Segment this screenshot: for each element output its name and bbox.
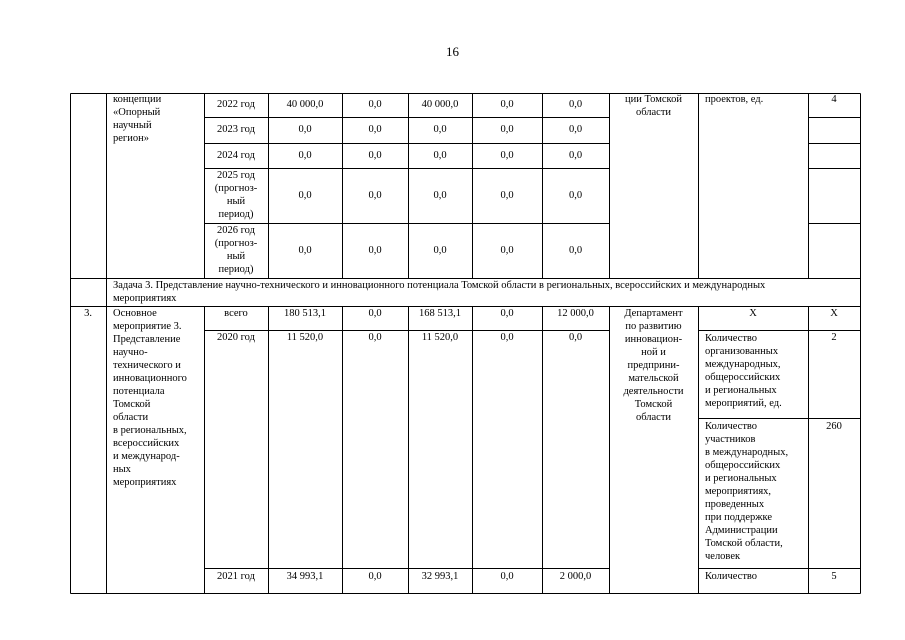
executor-line: по развитию [625, 321, 682, 332]
measure-name-line: и международ- [113, 451, 180, 462]
indicator-line: Количество [705, 333, 758, 344]
cell-extrabudget: 2 000,0 [559, 571, 592, 582]
cell-regional: 32 993,1 [421, 571, 459, 582]
cell-local: 0,0 [500, 99, 514, 110]
measure-name-line: всероссийских [113, 438, 180, 449]
measure-name-line: научно- [113, 347, 148, 358]
measure-name-line: потенциала [113, 386, 165, 397]
indicator-value: 5 [831, 571, 837, 582]
year-label: 2026 год [217, 225, 255, 236]
cell-federal: 0,0 [368, 571, 382, 582]
cell-regional: 0,0 [433, 245, 447, 256]
year-label: (прогноз- [214, 238, 258, 249]
executor-line: деятельности [623, 386, 684, 397]
cell-extrabudget: 0,0 [568, 332, 583, 343]
year-label: 2022 год [217, 99, 255, 110]
cell-extrabudget: 0,0 [568, 190, 583, 201]
indicator-value: Х [830, 308, 838, 319]
executor-line: ции Томской [625, 94, 682, 105]
year-label: 2023 год [217, 124, 255, 135]
measure-name-line: Томской [113, 399, 151, 410]
cell-total: 0,0 [298, 150, 312, 161]
indicator-line: общероссийских [705, 372, 781, 383]
measure-name-line: Представление [113, 334, 181, 345]
indicator-line: участников [705, 434, 756, 445]
year-label: период) [218, 264, 254, 275]
indicator-value: 4 [831, 94, 837, 105]
indicator-name: Количество [705, 571, 758, 582]
cell-local: 0,0 [500, 332, 514, 343]
cell-local: 0,0 [500, 571, 514, 582]
indicator-line: международных, [705, 359, 781, 370]
measure-name-line: мероприятие 3. [113, 321, 182, 332]
cell-total: 0,0 [298, 124, 312, 135]
measure-name-line: области [113, 412, 149, 423]
year-label: (прогноз- [214, 183, 258, 194]
indicator-line: Количество [705, 421, 758, 432]
cell-extrabudget: 0,0 [568, 150, 583, 161]
measure-name-line: мероприятиях [113, 477, 177, 488]
year-label: 2021 год [217, 571, 255, 582]
indicator-name: Х [749, 308, 757, 319]
cell-federal: 0,0 [368, 308, 382, 319]
measure-number: 3. [84, 308, 92, 319]
cell-federal: 0,0 [368, 150, 382, 161]
measure-name-line: инновационного [113, 373, 187, 384]
cell-extrabudget: 0,0 [568, 99, 583, 110]
measure-name-line: ных [113, 464, 131, 475]
year-label: ный [226, 251, 246, 262]
indicator-line: проведенных [705, 499, 765, 510]
executor-line: области [635, 412, 672, 423]
indicator-line: общероссийских [705, 460, 781, 471]
program-name-line: концепции [113, 94, 162, 105]
task-title-line: мероприятиях [113, 293, 177, 304]
indicator-value: 2 [831, 332, 837, 343]
cell-total: 0,0 [298, 190, 312, 201]
indicator-line: человек [705, 551, 741, 562]
indicator-name: проектов, ед. [705, 94, 764, 105]
measure-name-line: технического и [113, 360, 181, 371]
program-name-line: «Опорный [113, 107, 161, 118]
cell-federal: 0,0 [368, 245, 382, 256]
measure-name-line: Основное [113, 308, 157, 319]
cell-total: 34 993,1 [286, 571, 324, 582]
cell-total: 180 513,1 [284, 308, 326, 319]
cell-local: 0,0 [500, 150, 514, 161]
indicator-line: при поддержке [705, 512, 773, 523]
indicator-line: и региональных [705, 385, 777, 396]
indicator-line: Томской области, [705, 538, 783, 549]
executor-line: мательской [628, 373, 679, 384]
indicator-line: мероприятий, ед. [705, 398, 782, 409]
measure-name-line: в региональных, [113, 425, 187, 436]
cell-federal: 0,0 [368, 124, 382, 135]
year-label: 2024 год [217, 150, 255, 161]
program-name-line: регион» [113, 133, 149, 144]
page-number: 16 [446, 44, 459, 59]
program-name-line: научный [113, 120, 152, 131]
executor-line: Департамент [624, 308, 683, 319]
cell-regional: 0,0 [433, 150, 447, 161]
indicator-line: Администрации [705, 525, 778, 536]
executor-line: области [635, 107, 672, 118]
year-label: ный [226, 196, 246, 207]
cell-local: 0,0 [500, 245, 514, 256]
cell-extrabudget: 0,0 [568, 245, 583, 256]
cell-local: 0,0 [500, 124, 514, 135]
cell-federal: 0,0 [368, 332, 382, 343]
executor-line: предприни- [627, 360, 680, 371]
indicator-line: в международных, [705, 447, 789, 458]
indicator-line: мероприятиях, [705, 486, 772, 497]
cell-federal: 0,0 [368, 99, 382, 110]
row-label-total: всего [224, 308, 248, 319]
year-label: 2025 год [217, 170, 255, 181]
cell-extrabudget: 12 000,0 [557, 308, 594, 319]
cell-regional: 11 520,0 [421, 332, 459, 343]
indicator-line: и региональных [705, 473, 777, 484]
cell-regional: 0,0 [433, 190, 447, 201]
executor-line: инновацион- [624, 334, 683, 345]
cell-regional: 0,0 [433, 124, 447, 135]
cell-local: 0,0 [500, 308, 514, 319]
executor-line: ной и [641, 347, 666, 358]
year-label: период) [218, 209, 254, 220]
indicator-line: организованных [705, 346, 779, 357]
cell-extrabudget: 0,0 [568, 124, 583, 135]
cell-local: 0,0 [500, 190, 514, 201]
cell-regional: 168 513,1 [419, 308, 461, 319]
cell-total: 40 000,0 [286, 99, 324, 110]
indicator-value: 260 [826, 421, 842, 432]
year-label: 2020 год [217, 332, 255, 343]
cell-total: 0,0 [298, 245, 312, 256]
cell-federal: 0,0 [368, 190, 382, 201]
task-title-line: Задача 3. Представление научно-технического и инновационного потенциала Томской области в региональных, всероссийских и международных [113, 280, 766, 291]
cell-regional: 40 000,0 [421, 99, 459, 110]
cell-total: 11 520,0 [286, 332, 324, 343]
executor-line: Томской [634, 399, 673, 410]
